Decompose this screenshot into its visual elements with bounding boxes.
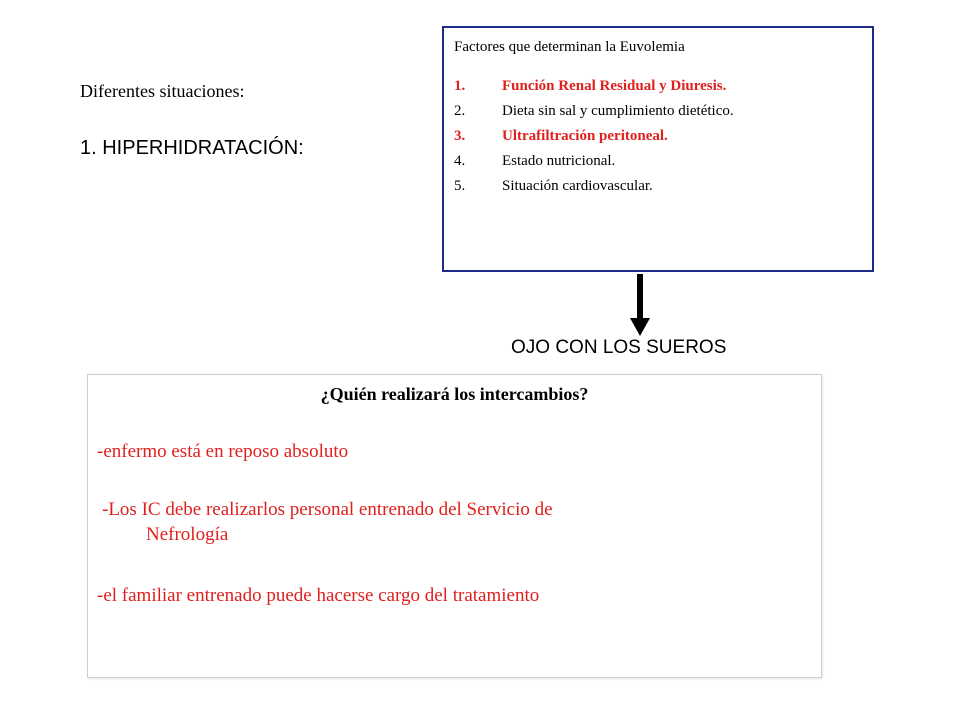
factor-number: 3. [454,128,466,144]
factor-item-5 [454,174,862,199]
arrow-down-icon [628,274,652,338]
section-heading: 1. HIPERHIDRATACIÓN: [80,137,304,159]
factors-title: Factores que determinan la Euvolemia [454,39,685,55]
slide-title: Diferentes situaciones: [80,81,245,101]
factor-text: Estado nutricional. [502,153,616,169]
factor-item-3 [454,124,862,149]
exchange-line-staff-part1: -Los IC debe realizarlos personal entrenado del Servicio de [102,499,553,520]
exchange-line-staff [102,497,802,547]
factor-item-4 [454,149,862,174]
factor-text: Ultrafiltración peritoneal. [502,128,668,144]
factor-item-2 [454,99,862,124]
exchange-box [87,374,822,678]
factor-item-1 [454,74,862,99]
warning-label: OJO CON LOS SUEROS [511,337,727,358]
factors-box [442,26,874,272]
factors-list [454,74,862,199]
factor-text: Función Renal Residual y Diuresis. [502,78,727,94]
factor-number: 4. [454,153,466,169]
factor-number: 2. [454,103,466,119]
exchange-title: ¿Quién realizará los intercambios? [320,384,589,404]
exchange-line-family: -el familiar entrenado puede hacerse cargo del tratamiento [97,585,540,606]
factor-text: Situación cardiovascular. [502,178,653,194]
factor-text: Dieta sin sal y cumplimiento dietético. [502,103,734,119]
exchange-line-staff-part2: Nefrología [146,524,229,545]
factor-number: 5. [454,178,466,194]
exchange-line-patient: -enfermo está en reposo absoluto [97,441,349,462]
factor-number: 1. [454,78,466,94]
